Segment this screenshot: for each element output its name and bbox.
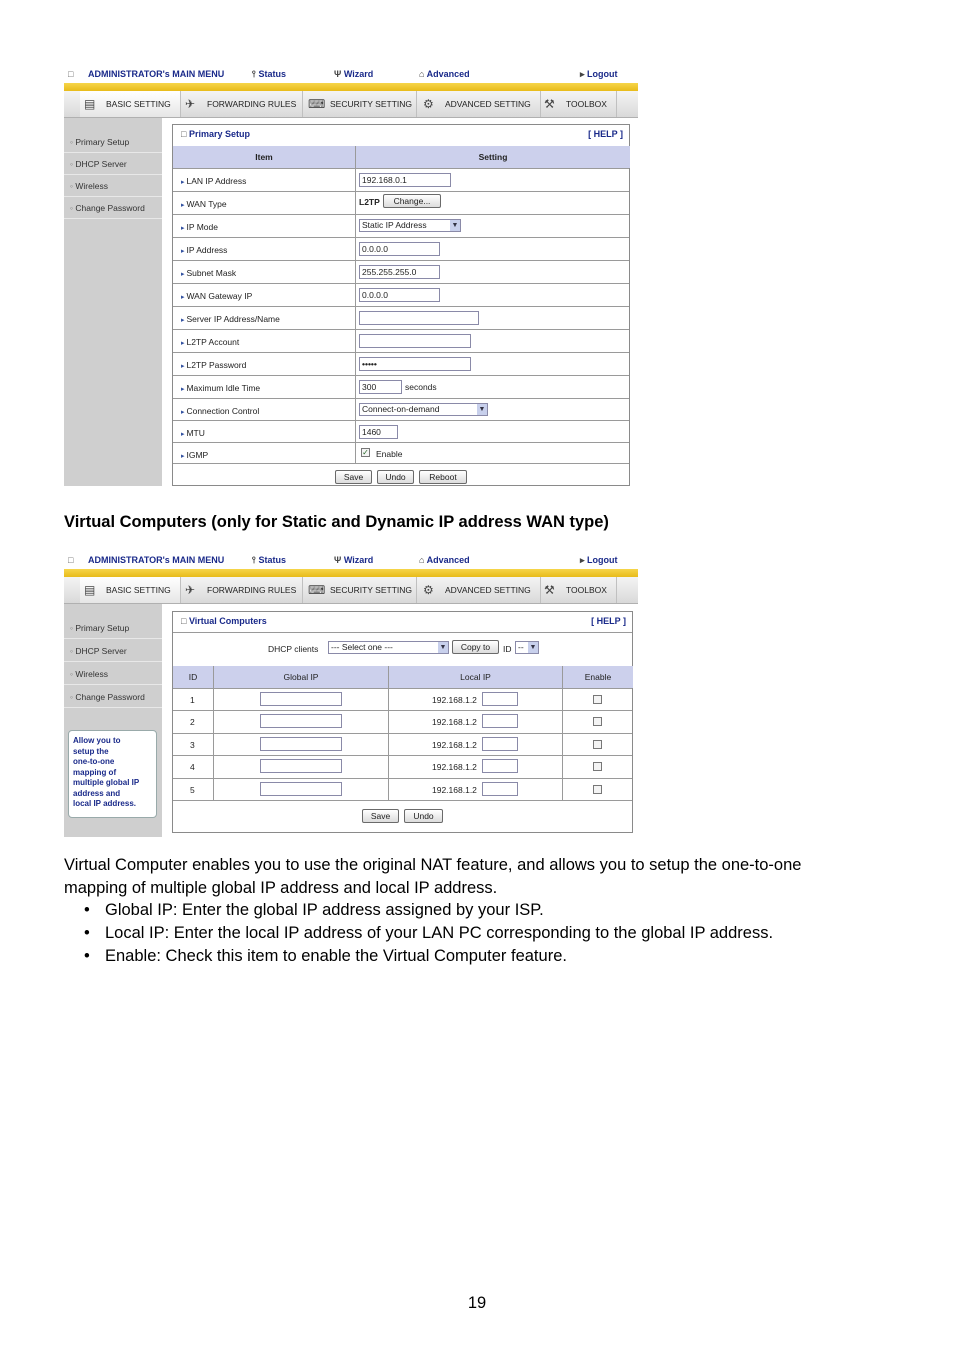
local-ip-prefix: 192.168.1.2 [432,785,477,795]
table-row [173,237,629,261]
table-row [173,283,629,307]
local-ip-prefix: 192.168.1.2 [432,740,477,750]
wizard-icon: Ψ [334,555,342,565]
row-label: ▸ IP Mode [181,222,218,232]
global-ip-input[interactable] [260,782,342,796]
logout-arrow-icon: ▸ [580,555,585,565]
copy-to-button[interactable]: Copy to [452,640,499,654]
primary-setup-panel [172,124,630,486]
row-id: 3 [190,740,195,750]
logout-link[interactable]: ▸ Logout [580,69,618,79]
sidebar-item-primary-setup[interactable]: ◦ Primary Setup [64,132,162,153]
row-label: ▸ Maximum Idle Time [181,383,260,393]
wizard-link[interactable]: Ψ Wizard [334,69,374,79]
table-row [173,733,632,756]
ip-address-input[interactable]: 0.0.0.0 [359,242,440,256]
menu-bullet-icon: □ [68,69,74,79]
logout-link[interactable]: ▸ Logout [580,555,618,565]
row-label: ▸ MTU [181,428,205,438]
help-link[interactable]: [ HELP ] [591,616,626,626]
bullet-text: Enable: Check this item to enable the Virtual Computer feature. [105,947,567,965]
tab-security-setting[interactable]: ⌨ SECURITY SETTING [304,91,417,117]
admin-main-menu-link[interactable]: ADMINISTRATOR's MAIN MENU [88,69,225,79]
sidebar-item-primary-setup[interactable]: ◦ Primary Setup [64,618,162,639]
panel-title: □ Virtual Computers [181,616,267,626]
virtual-computers-screenshot [64,552,638,837]
tab-security-setting[interactable]: ⌨ SECURITY SETTING [304,577,417,603]
enable-checkbox[interactable] [593,740,602,749]
tab-bar [64,91,638,118]
help-note: Allow you to setup the one-to-one mapping of multiple global IP address and local IP address. [68,730,157,818]
igmp-enable-label: Enable [376,449,403,459]
tab-toolbox[interactable]: ⚒ TOOLBOX [540,577,617,603]
local-ip-input[interactable] [482,759,518,773]
page-number: 19 [467,1294,487,1312]
advanced-link[interactable]: ⌂ Advanced [419,69,470,79]
status-link[interactable]: ⫯ Status [252,555,286,565]
enable-checkbox[interactable] [593,695,602,704]
row-label: ▸ IP Address [181,245,227,255]
row-label: ▸ WAN Gateway IP [181,291,252,301]
local-ip-input[interactable] [482,782,518,796]
button-row [173,800,632,834]
chevron-down-icon: ▼ [529,644,537,651]
sidebar-item-change-password[interactable]: ◦ Change Password [64,687,162,708]
enable-checkbox[interactable] [593,785,602,794]
panel-title-bar [173,612,632,632]
local-ip-input[interactable] [482,692,518,706]
row-label: ▸ WAN Type [181,199,227,209]
table-row [173,168,629,192]
advanced-icon: ⌂ [419,555,425,565]
wizard-link[interactable]: Ψ Wizard [334,555,374,565]
menu-accent-strip [64,83,638,91]
dhcp-clients-row [173,632,632,666]
admin-menu-bar [64,552,638,570]
column-header-setting: Setting [356,146,630,168]
local-ip-prefix: 192.168.1.2 [432,762,477,772]
local-ip-prefix: 192.168.1.2 [432,695,477,705]
table-row [173,329,629,353]
chevron-down-icon: ▼ [439,644,447,651]
basic-setting-icon: ▤ [84,583,96,597]
column-header-local-ip: Local IP [389,666,562,688]
row-label: ▸ LAN IP Address [181,176,246,186]
table-row [173,755,632,779]
tab-basic-setting[interactable]: ▤ BASIC SETTING [80,577,181,603]
table-row [173,710,632,734]
section-heading: Virtual Computers (only for Static and Dynamic IP address WAN type) [64,513,609,531]
tab-toolbox[interactable]: ⚒ TOOLBOX [540,91,617,117]
undo-button[interactable]: Undo [404,809,443,823]
wan-gateway-input[interactable]: 0.0.0.0 [359,288,440,302]
table-row [173,375,629,399]
table-row [173,398,629,421]
dhcp-clients-label: DHCP clients [268,644,319,654]
menu-accent-strip [64,569,638,577]
row-label: ▸ L2TP Password [181,360,246,370]
toolbox-icon: ⚒ [544,97,555,111]
id-select[interactable]: -- ▼ [515,641,539,654]
security-icon: ⌨ [308,97,326,111]
chevron-down-icon: ▼ [478,406,486,413]
table-row [173,442,629,464]
sidebar-item-dhcp-server[interactable]: ◦ DHCP Server [64,641,162,662]
l2tp-password-input[interactable]: ••••• [359,357,471,371]
column-header-id: ID [173,666,213,688]
panel-title: □ Primary Setup [181,129,250,139]
toolbox-icon: ⚒ [544,583,555,597]
column-header-global-ip: Global IP [214,666,388,688]
row-label: ▸ Subnet Mask [181,268,236,278]
wan-type-value: L2TP [359,197,380,207]
table-row [173,214,629,238]
sidebar [64,118,162,486]
connection-control-select[interactable]: Connect-on-demand ▼ [359,403,488,416]
help-link[interactable]: [ HELP ] [588,129,623,139]
admin-main-menu-link[interactable]: ADMINISTRATOR's MAIN MENU [88,555,225,565]
bullet-text: Local IP: Enter the local IP address of your LAN PC corresponding to the global IP address. [105,924,774,942]
row-id: 1 [190,695,195,705]
global-ip-input[interactable] [260,692,342,706]
table-row [173,260,629,284]
tab-advanced-setting[interactable]: ⚙ ADVANCED SETTING [419,577,541,603]
advanced-icon: ⌂ [419,69,425,79]
l2tp-account-input[interactable] [359,334,471,348]
table-row [173,306,629,330]
menu-bullet-icon: □ [68,555,74,565]
panel-title-bar [173,125,629,145]
table-row [173,191,629,215]
tab-advanced-setting[interactable]: ⚙ ADVANCED SETTING [419,91,541,117]
button-row [173,463,629,488]
sidebar [64,604,162,837]
virtual-computers-panel [172,611,633,833]
advanced-link[interactable]: ⌂ Advanced [419,555,470,565]
logout-arrow-icon: ▸ [580,69,585,79]
wizard-icon: Ψ [334,69,342,79]
server-ip-input[interactable] [359,311,479,325]
row-label: ▸ Connection Control [181,406,259,416]
igmp-checkbox[interactable]: ✓ [362,448,369,457]
save-button[interactable]: Save [335,470,372,484]
subnet-mask-input[interactable]: 255.255.255.0 [359,265,440,279]
tab-forwarding-rules[interactable]: ✈ FORWARDING RULES [181,91,303,117]
global-ip-input[interactable] [260,714,342,728]
bullet-text: Global IP: Enter the global IP address assigned by your ISP. [105,901,544,919]
undo-button[interactable]: Undo [377,470,414,484]
advanced-setting-icon: ⚙ [423,583,434,597]
mtu-input[interactable]: 1460 [359,425,398,439]
basic-setting-icon: ▤ [84,97,96,111]
enable-checkbox[interactable] [593,762,602,771]
change-wan-type-button[interactable]: Change... [383,194,441,208]
max-idle-time-input[interactable]: 300 [359,380,402,394]
local-ip-prefix: 192.168.1.2 [432,717,477,727]
idle-time-unit: seconds [405,382,437,392]
dhcp-clients-select[interactable]: --- Select one --- ▼ [328,641,449,654]
forwarding-icon: ✈ [185,583,196,597]
table-row [173,420,629,443]
global-ip-input[interactable] [260,759,342,773]
table-row [173,778,632,801]
table-row [173,352,629,376]
status-icon: ⫯ [252,69,256,79]
column-header-enable: Enable [563,666,633,688]
sidebar-item-change-password[interactable]: ◦ Change Password [64,198,162,219]
table-row [173,688,632,711]
security-icon: ⌨ [308,583,326,597]
row-label: ▸ L2TP Account [181,337,239,347]
enable-checkbox[interactable] [593,717,602,726]
bullet-icon: • [84,924,90,942]
tab-forwarding-rules[interactable]: ✈ FORWARDING RULES [181,577,303,603]
description-line-2: mapping of multiple global IP address and local IP address. [64,879,498,897]
id-label: ID [503,644,512,654]
sidebar-item-dhcp-server[interactable]: ◦ DHCP Server [64,154,162,175]
sidebar-item-wireless[interactable]: ◦ Wireless [64,176,162,197]
admin-menu-bar [64,66,638,84]
global-ip-input[interactable] [260,737,342,751]
row-id: 4 [190,762,195,772]
column-header-item: Item [173,146,355,168]
status-icon: ⫯ [252,555,256,565]
primary-setup-screenshot [64,66,638,486]
bullet-icon: • [84,901,90,919]
status-link[interactable]: ⫯ Status [252,69,286,79]
tab-bar [64,577,638,604]
ip-mode-select[interactable]: Static IP Address ▼ [359,219,461,232]
advanced-setting-icon: ⚙ [423,97,434,111]
row-id: 5 [190,785,195,795]
description-line-1: Virtual Computer enables you to use the original NAT feature, and allows you to setup the one-to-one [64,856,802,874]
forwarding-icon: ✈ [185,97,196,111]
sidebar-item-wireless[interactable]: ◦ Wireless [64,664,162,685]
bullet-icon: • [84,947,90,965]
local-ip-input[interactable] [482,737,518,751]
chevron-down-icon: ▼ [451,222,459,229]
row-label: ▸ Server IP Address/Name [181,314,280,324]
reboot-button[interactable]: Reboot [419,470,467,484]
row-id: 2 [190,717,195,727]
lan-ip-input[interactable]: 192.168.0.1 [359,173,451,187]
tab-basic-setting[interactable]: ▤ BASIC SETTING [80,91,181,117]
save-button[interactable]: Save [362,809,399,823]
local-ip-input[interactable] [482,714,518,728]
row-label: ▸ IGMP [181,450,208,460]
